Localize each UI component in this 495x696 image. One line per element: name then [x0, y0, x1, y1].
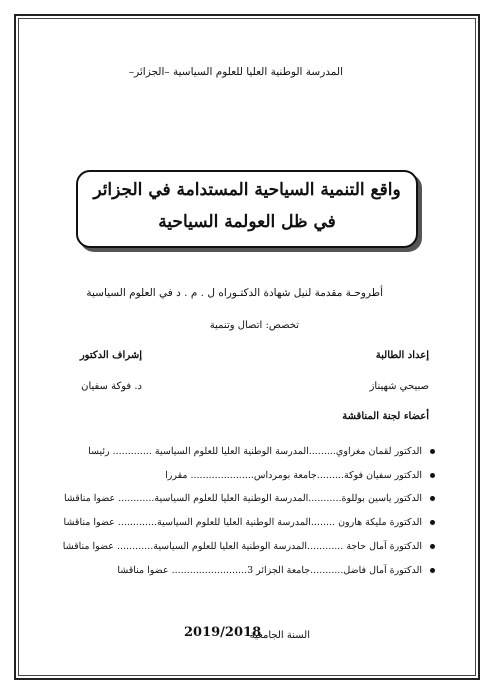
bullet-icon — [430, 544, 435, 549]
student-label: إعداد الطالبة — [375, 350, 429, 361]
jury-member — [63, 541, 435, 552]
title-box — [76, 170, 418, 248]
jury-member — [117, 565, 435, 576]
jury-member — [165, 470, 435, 481]
jury-member — [88, 446, 435, 457]
jury-member-text: الدكتور لقمان مغراوي.........المدرسة الوطنية العليا للعلوم السياسية ............. رئيسا — [88, 446, 422, 457]
bullet-icon — [430, 496, 435, 501]
specialization: تخصص: اتصال وتنمية — [209, 320, 299, 331]
bullet-icon — [430, 449, 435, 454]
bullet-icon — [430, 568, 435, 573]
bullet-icon — [430, 520, 435, 525]
academic-year: 2019/2018 — [184, 625, 262, 640]
title-line-2: في ظل العولمة السياحية — [158, 212, 336, 232]
jury-member-text: الدكتورة آمال فاضل...........جامعة الجزائر 3......................... عضوا مناقشا — [117, 565, 422, 576]
thesis-statement: أطروحـة مقدمة لنيل شهادة الدكتـوراه ل . م . د في العلوم السياسية — [86, 287, 383, 299]
jury-member — [64, 517, 435, 528]
supervisor-name: د. فوكة سفيان — [81, 381, 142, 392]
academic-year-label: السنة الجامعية — [249, 630, 310, 641]
jury-member-text: الدكتور سفيان فوكة.........جامعة بومرداس..................... مقررا — [165, 470, 422, 481]
bullet-icon — [430, 473, 435, 478]
jury-member-text: الدكتور ياسين بوللوة...........المدرسة الوطنية العليا للعلوم السياسية............ عضوا مناقشا — [63, 493, 422, 504]
jury-member-text: الدكتورة آمال حاجة ............المدرسة الوطنية العليا للعلوم السياسية............ عضوا مناقشا — [62, 541, 422, 552]
title-line-1: واقع التنمية السياحية المستدامة في الجزائر — [93, 180, 401, 200]
jury-member — [64, 493, 435, 504]
jury-label: أعضاء لجنة المناقشة — [342, 411, 429, 422]
jury-member-text: الدكتورة مليكة هارون ........المدرسة الوطنية العليا للعلوم السياسية............. عضوا مناقشا — [63, 517, 422, 528]
student-name: صبيحي شهيناز — [369, 381, 429, 392]
supervisor-label: إشراف الدكتور — [79, 350, 142, 361]
school-name: المدرسة الوطنية العليا للعلوم السياسية –الجزائر– — [128, 66, 343, 78]
page-border-inner — [18, 18, 476, 676]
